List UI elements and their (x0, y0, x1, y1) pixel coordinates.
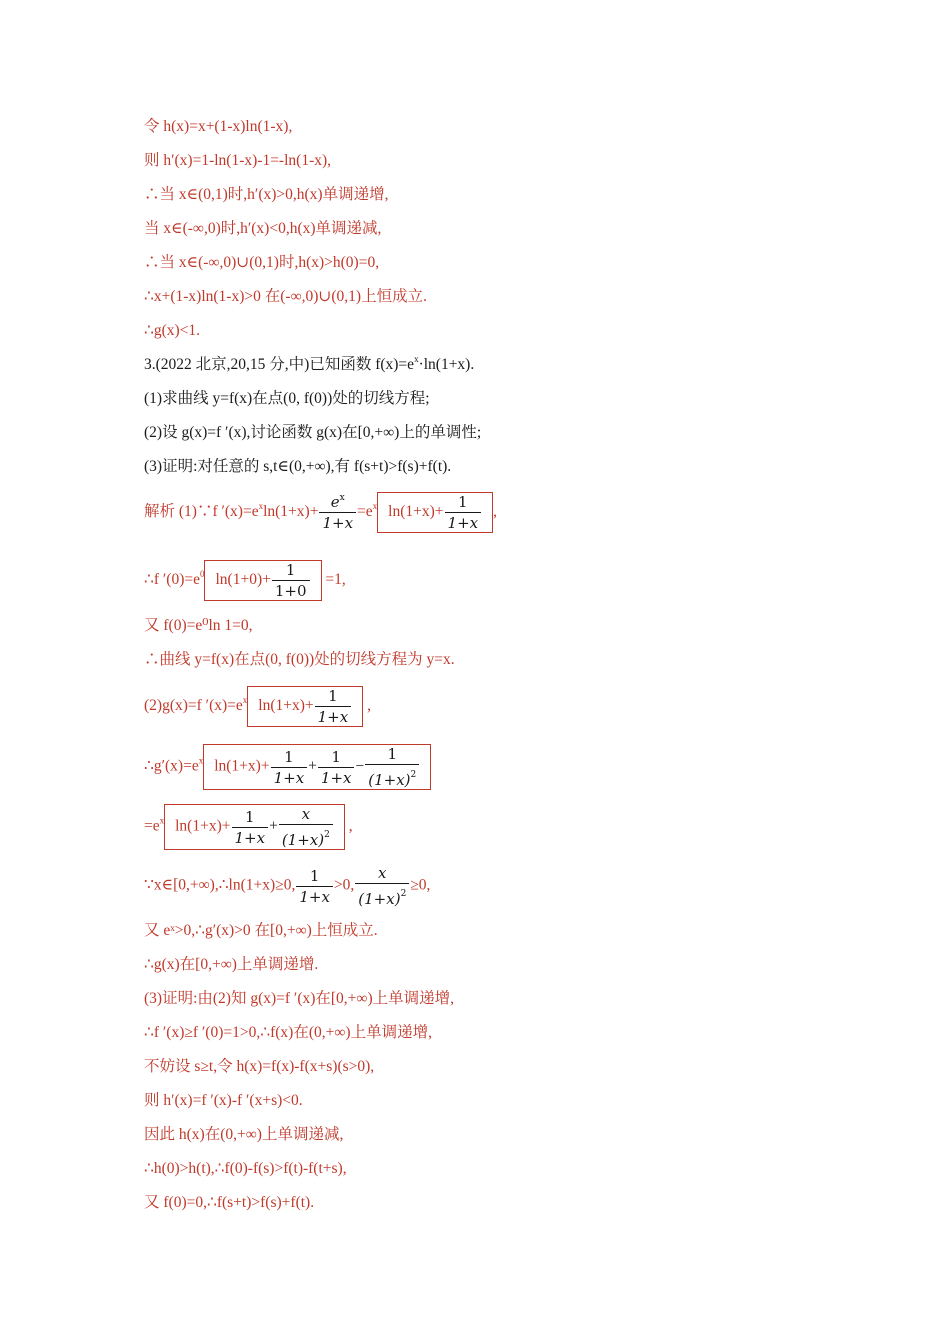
fraction (319, 493, 356, 532)
solution-line-b2: $\therefore g'(x)=e^x$ ln(1+x)+ $\frac{1}{1+x}$ + $\frac{1}{1+x}$ − $\frac{1}{(1+x)^2}$ (144, 744, 431, 790)
solution-line-b3: $=e^x$ ln(1+x)+ $\frac{1}{1+x}$ + $\frac{x}{(1+x)^2}$ , (144, 805, 353, 849)
text: =e (357, 503, 373, 521)
solution-line: 又 f(0)=e⁰ln 1=0, (144, 617, 253, 634)
text: , (493, 503, 497, 521)
text: ln(1+x)+ (263, 503, 319, 521)
numerator: $e^x$ (330, 493, 345, 511)
question-heading (144, 355, 474, 375)
bracket-group: ln(1+x)+ $\frac{1}{1+x}$ + $\frac{1}{1+x}$ − $\frac{1}{(1+x)^2}$ (203, 744, 431, 790)
solution-line: 则 h′(x)=f ′(x)-f ′(x+s)<0. (144, 1092, 303, 1109)
solution-line: ∴f ′(x)≥f ′(0)=1>0,∴f(x)在(0,+∞)上单调递增, (144, 1024, 432, 1041)
bracket-group: ln(1+x)+ $\frac{1}{1+x}$ + $\frac{x}{(1+x)^2}$ (164, 804, 345, 850)
solution-line: ∴当 x∈(0,1)时,h′(x)>0,h(x)单调递增, (144, 186, 389, 203)
solution-line: 不妨设 s≥t,令 h(x)=f(x)-f(x+s)(s>0), (144, 1058, 375, 1075)
solution-line: ∴x+(1-x)ln(1-x)>0 在(-∞,0)∪(0,1)上恒成立. (144, 288, 427, 305)
solution-line-a1 (144, 492, 497, 533)
fraction: $\frac{1}{(1+x)^2}$ (365, 745, 419, 789)
solution-line: 又 eˣ>0,∴g′(x)>0 在[0,+∞)上恒成立. (144, 922, 378, 939)
fraction: $\frac{x}{(1+x)^2}$ (355, 864, 409, 908)
solution-line: 因此 h(x)在(0,+∞)上单调递减, (144, 1126, 344, 1143)
bracket-group: ln(1+0)+ $\frac{1}{1+0}$ (204, 560, 321, 601)
bracket-group: ln(1+x)+ $\frac{1}{1+x}$ (247, 686, 363, 727)
question-heading-tail: ·ln(1+x). (418, 356, 475, 373)
denominator: 1+x (319, 512, 356, 532)
solution-line: ∴g(x)在[0,+∞)上单调递增. (144, 956, 319, 973)
solution-line: 当 x∈(-∞,0)时,h′(x)<0,h(x)单调递减, (144, 220, 382, 237)
question-heading-text: 3.(2022 北京,20,15 分,中)已知函数 f(x)=e (144, 356, 415, 373)
solution-line: 令 h(x)=x+(1-x)ln(1-x), (144, 118, 293, 135)
text: 解析 (1)∵f ′(x)=e (144, 503, 259, 521)
solution-line: ∴当 x∈(-∞,0)∪(0,1)时,h(x)>h(0)=0, (144, 254, 380, 271)
question-part-2: (2)设 g(x)=f ′(x),讨论函数 g(x)在[0,+∞)上的单调性; (144, 424, 482, 441)
solution-line: 则 h′(x)=1-ln(1-x)-1=-ln(1-x), (144, 152, 332, 169)
solution-line-b1: (2)g(x)=f $'(x)=e^x$ ln(1+x)+ $\frac{1}{1+x}$ , (144, 687, 371, 726)
fraction: $\frac{1}{1+x}$ (271, 748, 308, 787)
solution-line: 又 f(0)=0,∴f(s+t)>f(s)+f(t). (144, 1194, 315, 1211)
solution-line: (3)证明:由(2)知 g(x)=f ′(x)在[0,+∞)上单调递增, (144, 990, 455, 1007)
solution-line: ∴g(x)<1. (144, 322, 201, 339)
fraction: $\frac{1}{1+x}$ (315, 687, 352, 726)
fraction: $\frac{1}{1+x}$ (232, 808, 269, 847)
fraction: $\frac{1}{1+0}$ (272, 561, 310, 600)
bracket-group: ln(1+x)+ $\frac{1}{1+x}$ (377, 492, 493, 533)
exponent: x (258, 501, 264, 512)
fraction: $\frac{1}{1+x}$ (296, 867, 333, 906)
fraction: $\frac{1}{1+x}$ (445, 493, 482, 532)
exponent: x (372, 501, 378, 512)
solution-line: ∴h(0)>h(t),∴f(0)-f(s)>f(t)-f(t+s), (144, 1160, 347, 1177)
solution-line: ∴曲线 y=f(x)在点(0, f(0))处的切线方程为 y=x. (144, 651, 455, 668)
solution-line-b4: ∵x∈[0,+∞),∴ln(1+x)≥0, $\frac{1}{1+x}$ >0, $\frac{x}{(1+x)^2}$ ≥0, (144, 864, 431, 908)
fraction: $\frac{x}{(1+x)^2}$ (279, 805, 333, 849)
question-part-3: (3)证明:对任意的 s,t∈(0,+∞),有 f(s+t)>f(s)+f(t). (144, 458, 452, 475)
question-part-1: (1)求曲线 y=f(x)在点(0, f(0))处的切线方程; (144, 390, 430, 407)
solution-line-a2: ∴f $'(0)=e^0$ ln(1+0)+ $\frac{1}{1+0}$ =1, (144, 561, 346, 600)
exponent: x (414, 354, 419, 364)
fraction: $\frac{1}{1+x}$ (318, 748, 355, 787)
